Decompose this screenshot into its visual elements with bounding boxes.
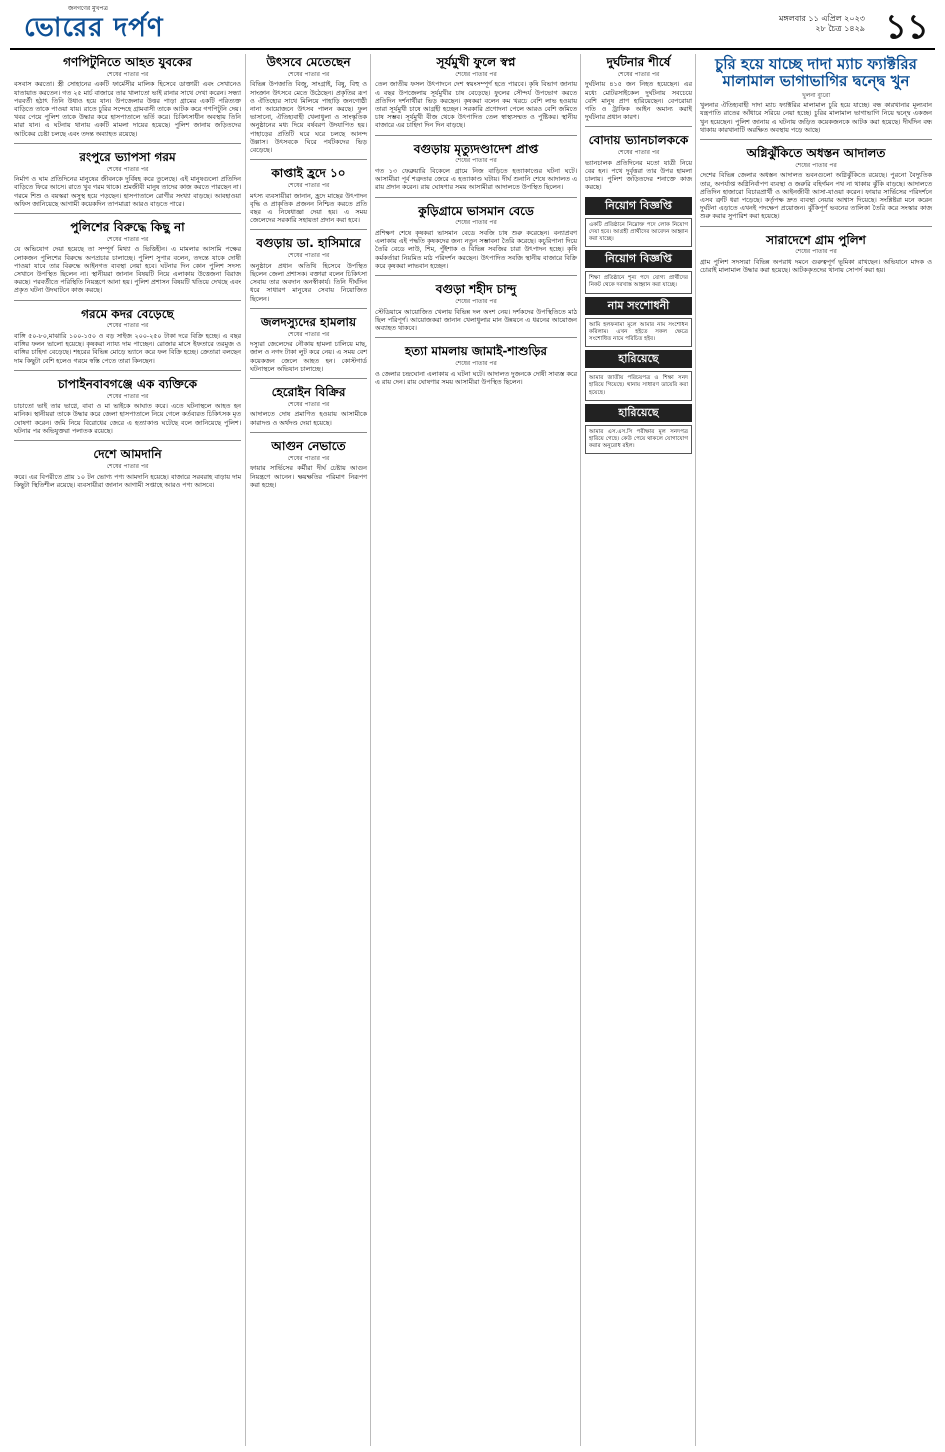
- article-body: দেশের বিভিন্ন জেলার অধস্তন আদালত ভবনগুলো অগ্নিঝুঁকিতে রয়েছে। পুরনো বৈদ্যুতিক তার, অপর্যাপ্ত অগ্নিনির্বাপণ ব্যবস্থা ও জরুরি বহির্গমন পথ না থাকায় ঝুঁকি বাড়ছে। আদালতে প্রতিদিন হাজারো বিচারপ্রার্থী ও আইনজীবী আসা-যাওয়া করেন। ফায়ার সার্ভিসের পরিদর্শনে এসব ত্রুটি ধরা পড়েছে। কর্তৃপক্ষ দ্রুত ব্যবস্থা নেয়ার আশ্বাস দিয়েছে। সংশ্লিষ্টরা মনে করেন দুর্ঘটনা এড়াতে এখনই পদক্ষেপ প্রয়োজন। ঝুঁকিপূর্ণ ভবনের তালিকা তৈরি করে সংস্কার কাজ শুরু করার সুপারিশ করা হয়েছে।: [700, 171, 932, 221]
- article-headline: দুর্ঘটনার শীর্ষে: [606, 55, 671, 69]
- article: [14, 306, 241, 365]
- article: [14, 149, 241, 208]
- ad-heading: নিয়োগ বিজ্ঞপ্তি: [585, 250, 692, 268]
- article-headline: কাপ্তাই হ্রদে ১০: [271, 166, 346, 181]
- article-divider: [375, 135, 577, 136]
- ad-body: আমার এস.এস.সি পরীক্ষার মূল সনদপত্র হারিয়ে গেছে। কেউ পেয়ে থাকলে যোগাযোগ করার অনুরোধ রইল।: [585, 425, 692, 454]
- article-divider: [14, 300, 241, 301]
- article-divider: [14, 370, 241, 371]
- article-body: বসবাস করতো। স্ত্রী সোহানের একটি ফার্মেসীর মালিক হিসেবে ডাক্তারী এবং সেখানেও যাতায়াত করতেন। গত ২৫ মার্চ বাজারে তার খালাতো ভাই রানার সাথে দেখা করেন। সন্ধ্যা পরবর্তী হঠাৎ তিনি উধাও হয়ে যান। উপজেলার উত্তর পাড়া গ্রামের একটি পরিত্যক্ত বাড়িতে তাকে পাওয়া যায়। রাতে চুরির সন্দেহে গ্রামবাসী তাকে আটক করে গণপিটুনি দেয়। খবর পেয়ে পুলিশ তাকে উদ্ধার করে হাসপাতালে ভর্তি করে। চিকিৎসাধীন অবস্থায় তিনি মারা যান। এ ঘটনায় থানায় একটি মামলা দায়ের হয়েছে। পুলিশ জানায় জড়িতদের আটকের চেষ্টা চলছে এবং তদন্ত অব্যাহত রয়েছে।: [14, 80, 241, 138]
- ad-heading: হারিয়েছে: [585, 350, 692, 368]
- article-body: বাঙ্গি ৫০-৮০,মাঝারি ১০০-১৫০ ও বড় সাইজ ২০০-২৫০ টাকা দরে বিক্রি হচ্ছে। এ বছর বাঙ্গির ফলন ভালো হয়েছে। কৃষকরা ন্যায্য দাম পাচ্ছেন। রোজার মাসে ইফতারে তরমুজ ও বাঙ্গির চাহিদা বেড়েছে। শহরের বিভিন্ন মোড়ে ভ্যানে করে ফল বিক্রি হচ্ছে। ক্রেতারা বলছেন দাম কিছুটা বেশি হলেও গরমে স্বস্তি পেতে তারা কিনছেন।: [14, 332, 241, 365]
- article-headline: হেরোইন বিক্রির: [271, 385, 346, 399]
- article-divider: [700, 226, 932, 227]
- article-headline: সারাদেশে গ্রাম পুলিশ: [766, 232, 866, 247]
- article: [250, 165, 367, 224]
- article-headline: চাপাইনবাবগঞ্জে এক ব্যক্তিকে: [57, 376, 198, 391]
- article-divider: [375, 337, 577, 338]
- continued-label: শেষের পাতার পর: [617, 70, 660, 78]
- article-headline: রংপুরে ভ্যাপসা গরম: [79, 149, 176, 164]
- article: [14, 219, 241, 295]
- article-body: ভ্যানচালক প্রতিদিনের মতো যাত্রী নিয়ে বের হন। পথে দুর্বৃত্তরা তার উপর হামলা চালায়। পুলিশ জড়িতদের শনাক্তে কাজ করছে।: [585, 158, 692, 192]
- article-body: আদালতে দোষ প্রমাণিত হওয়ায় আসামীকে কারাদণ্ড ও অর্থদণ্ড দেয়া হয়েছে।: [250, 410, 367, 427]
- article-body: স্টেডিয়ামে আয়োজিত খেলায় বিভিন্ন দল অংশ নেয়। দর্শকদের উপস্থিতিতে মাঠ ছিল পরিপূর্ণ। আয়োজকরা জানান খেলাধুলার মান উন্নয়নে এ ধরনের আয়োজন অব্যাহত থাকবে।: [375, 307, 577, 332]
- article-divider: [250, 308, 367, 309]
- article-headline: গণপিটুনিতে আহত যুবকের: [63, 55, 192, 69]
- article: [375, 54, 577, 130]
- continued-label: শেষের পাতার পর: [287, 454, 330, 462]
- article-body: করে। এর বিপরীতে প্রায় ১০ টন ভোগ্য পণ্য আমদানি হয়েছে। বাজারে সরবরাহ বাড়ায় দাম কিছুটা স্থিতিশীল রয়েছে। ব্যবসায়ীরা জানান আগামী সপ্তাহে আরও পণ্য আসবে।: [14, 472, 241, 489]
- article-divider: [250, 432, 367, 433]
- article-headline: বগুড়ায় মৃত্যুদণ্ডাদেশ প্রাপ্ত: [413, 141, 539, 156]
- article-body: প্রশিক্ষণ শেষে কৃষকরা ভাসমান বেডে সবজি চাষ শুরু করেছেন। বন্যাপ্রবণ এলাকায় এই পদ্ধতি কৃষকদের জন্য নতুন সম্ভাবনা তৈরি করেছে। কচুরিপানা দিয়ে তৈরি বেডে লাউ, শিম, পুঁইশাক ও বিভিন্ন সবজির চারা উৎপাদন হচ্ছে। কৃষি কর্মকর্তারা নিয়মিত মাঠ পরিদর্শন করছেন। উৎপাদিত সবজি স্থানীয় বাজারে বিক্রি করে কৃষকরা লাভবান হচ্ছেন।: [375, 229, 577, 270]
- continued-label: শেষের পাতার পর: [106, 165, 149, 173]
- article-body: বিভিন্ন উপজাতি বিজু, সাংগ্রাই, বিষু, বিহু ও সাংক্রান উৎসবে মেতে উঠেছেন। প্রকৃতির রূপ ও ঐতিহ্যের সাথে মিলিয়ে পাহাড়ি জনগোষ্ঠী নানা আয়োজনে উৎসব পালন করছে। ফুল ভাসানো, ঐতিহ্যবাহী খেলাধুলা ও সাংস্কৃতিক অনুষ্ঠানের মধ্য দিয়ে বর্ষবরণ উদযাপিত হয়। পাহাড়ের প্রতিটি ঘরে ঘরে চলছে আনন্দ উল্লাস। উৎসবকে ঘিরে পর্যটকদের ভিড় বেড়েছে।: [250, 80, 367, 154]
- classified-ads: [581, 197, 696, 455]
- article-headline: পুলিশের বিরুদ্ধে কিছু না: [70, 220, 185, 234]
- article-body: নির্মাণ ও ঘাম প্রতিদিনের মানুষের জীবনকে দুর্বিষহ করে তুলেছে। এই মানুষগুলো প্রতিদিন বাড়িতে ফিরে আসে। রাতে খুব গরম থাকে। শ্রমজীবী মানুষ তাদের কাজ করতে পারছেন না। গরমে শিশু ও বয়স্করা অসুস্থ হয়ে পড়ছেন। হাসপাতালে রোগীর সংখ্যা বাড়ছে। আবহাওয়া অফিস জানিয়েছে আগামী কয়েকদিন তাপমাত্রা আরও বাড়তে পারে।: [14, 175, 241, 208]
- article-body: যে অভিযোগ দেয়া হয়েছে তা সম্পূর্ণ মিথ্যা ও ভিত্তিহীন। এ মামলার আসামি পক্ষের লোকজন পুলিশের বিরুদ্ধে অপপ্রচার চালাচ্ছে। পুলিশ সুপার বলেন, তদন্তে যাকে দোষী পাওয়া যাবে তার বিরুদ্ধে আইনগত ব্যবস্থা নেয়া হবে। ঘটনার দিন কোন পুলিশ সদস্য সেখানে উপস্থিত ছিলেন না। স্থানীয়রা জানান বিষয়টি নিয়ে এলাকায় উত্তেজনা বিরাজ করছে। পরবর্তীতে পরিস্থিতি নিয়ন্ত্রণে আনা হয়। পুলিশ প্রশাসন বিষয়টি খতিয়ে দেখছে এবং প্রকৃত ঘটনা উদঘাটনে কাজ করছে।: [14, 245, 241, 295]
- continued-label: শেষের পাতার পর: [455, 157, 497, 165]
- continued-label: শেষের পাতার পর: [106, 70, 149, 78]
- article-body: ফায়ার সার্ভিসের কর্মীরা দীর্ঘ চেষ্টায় আগুন নিয়ন্ত্রণে আনেন। ক্ষয়ক্ষতির পরিমাণ নিরূপণ করা হচ্ছে।: [250, 464, 367, 489]
- article-headline: দেশে আমদানি: [93, 447, 162, 462]
- article-divider: [250, 378, 367, 379]
- article: [250, 438, 367, 489]
- article-divider: [14, 143, 241, 144]
- column-5: [695, 54, 936, 1446]
- ad-body: শিক্ষা প্রতিষ্ঠানে শূন্য পদে যোগ্য প্রার্থীদের নিকট থেকে দরখাস্ত আহ্বান করা যাচ্ছে।: [585, 271, 692, 293]
- continued-label: শেষের পাতার পর: [287, 181, 330, 189]
- article-headline: অগ্নিঝুঁকিতে অধস্তন আদালত: [746, 145, 886, 160]
- article-headline: আগুন নেভাতে: [271, 438, 346, 453]
- continued-label: শেষের পাতার পর: [795, 161, 837, 169]
- continued-label: শেষের পাতার পর: [617, 149, 660, 157]
- article-body: দুর্ঘটনায় ৪১৫ জন নিহত হয়েছেন। এর মধ্যে মোটরসাইকেল দুর্ঘটনায় সবচেয়ে বেশি মানুষ প্রাণ হারিয়েছেন। বেপরোয়া গতি ও ট্রাফিক আইন অমান্য করাই দুর্ঘটনার প্রধান কারণ।: [585, 80, 692, 122]
- continued-label: শেষের পাতার পর: [106, 322, 149, 330]
- article: [375, 203, 577, 270]
- article: [700, 54, 932, 134]
- article-headline: হত্যা মামলায় জামাই-শাশুড়ির: [404, 344, 547, 359]
- article: [250, 235, 367, 302]
- ad-body: একটি প্রতিষ্ঠানে নিম্নোক্ত পদে লোক নিয়োগ দেয়া হবে। আগ্রহী প্রার্থীদের আবেদন আহ্বান করা যাচ্ছে।: [585, 218, 692, 247]
- article: [14, 54, 241, 138]
- article: [250, 314, 367, 373]
- article-headline: কুড়িগ্রামে ভাসমান বেডে: [418, 203, 534, 218]
- ad-body: আমি হলফনামা মূলে আমার নাম সংশোধন করিলাম। এখন হইতে সকল ক্ষেত্রে সংশোধিত নামে পরিচিত হইব।: [585, 318, 692, 347]
- column-3: [370, 54, 581, 1446]
- column-2: [245, 54, 371, 1446]
- continued-label: শেষের পাতার পর: [287, 330, 330, 338]
- article-headline: জলদস্যুদের হামলায়: [260, 314, 357, 329]
- article-divider: [14, 440, 241, 441]
- article: [14, 376, 241, 435]
- article: [585, 132, 692, 191]
- continued-label: শেষের পাতার পর: [106, 235, 149, 243]
- article-divider: [375, 197, 577, 198]
- article-headline: বগুড়া শহীদ চান্দু: [435, 282, 517, 297]
- article: [700, 145, 932, 221]
- article: [250, 384, 367, 427]
- date-bengali: ২৮ চৈত্র ১৪২৯: [815, 24, 865, 34]
- continued-label: শেষের পাতার পর: [455, 219, 497, 227]
- continued-label: খুলনা ব্যুরো: [801, 91, 831, 99]
- article-divider: [250, 159, 367, 160]
- tagline: জনগণের মুখপত্র: [68, 5, 108, 12]
- masthead: [10, 4, 935, 50]
- continued-label: শেষের পাতার পর: [455, 359, 497, 367]
- article-body: গত ১৩ ফেব্রুয়ারি বিকেলে গ্রামে নিজ বাড়িতে হত্যাকাণ্ডের ঘটনা ঘটে। আসামীরা পূর্ব শত্রুতার জেরে এ হত্যাকাণ্ড ঘটায়। দীর্ঘ শুনানি শেষে আদালত এ রায় প্রদান করেন। রায় ঘোষণার সময় আসামীরা আদালতে উপস্থিত ছিলেন।: [375, 167, 577, 192]
- article-body: গ্রাম পুলিশ সদস্যরা বিভিন্ন অপরাধ দমনে গুরুত্বপূর্ণ ভূমিকা রাখছেন। অভিযানে মাদক ও চোরাই মালামাল উদ্ধার করা হয়েছে। আটককৃতদের থানায় সোপর্দ করা হয়।: [700, 257, 932, 275]
- ad-heading: নাম সংশোধনী: [585, 297, 692, 315]
- article-headline: গরমে কদর বেড়েছে: [81, 306, 174, 321]
- article: [375, 141, 577, 192]
- continued-label: শেষের পাতার পর: [106, 392, 149, 400]
- article: [700, 232, 932, 275]
- article-body: তেল জাতীয় ফসল উৎপাদনে দেশ স্বয়ংসম্পূর্ণ হতে পারবে। কৃষি বিভাগ জানায় এ বছর উপজেলায় সূর্যমুখীর চাষ বেড়েছে। ফুলের সৌন্দর্য উপভোগ করতে প্রতিদিন দর্শনার্থীরা ভিড় করছেন। কৃষকরা বলেন কম খরচে বেশি লাভ হওয়ায় তারা সূর্যমুখী চাষে আগ্রহী হচ্ছেন। সরকারি প্রণোদনা পেলে আরও বেশি জমিতে চাষ সম্ভব। সূর্যমুখী বীজ থেকে উৎপাদিত তেল স্বাস্থ্যসম্মত ও পুষ্টিকর। স্থানীয় বাজারে এর চাহিদা দিন দিন বাড়ছে।: [375, 80, 577, 130]
- continued-label: শেষের পাতার পর: [287, 252, 330, 260]
- page-number: ১১: [884, 7, 929, 47]
- article-divider: [585, 126, 692, 127]
- article-divider: [375, 275, 577, 276]
- article-divider: [700, 139, 932, 140]
- article: [250, 54, 367, 154]
- article-headline: সূর্যমুখী ফুলে স্বপ্ন: [436, 55, 516, 69]
- article-headline: উৎসবে মেতেছেন: [266, 55, 351, 69]
- newspaper-logo: ভোরের দর্পণ: [24, 13, 164, 43]
- article-body: দস্যুরা জেলেদের নৌকায় হামলা চালিয়ে মাছ, জাল ও নগদ টাকা লুট করে নেয়। এ সময় বেশ কয়েকজন জেলে আহত হন। কোস্টগার্ড ঘটনাস্থলে অভিযান চালাচ্ছে।: [250, 340, 367, 373]
- article: [375, 281, 577, 332]
- article-body: অনুষ্ঠানে প্রধান অতিথি হিসেবে উপস্থিত ছিলেন জেলা প্রশাসক। বক্তারা বলেন চিকিৎসা সেবায় তার অবদান অনস্বীকার্য। তিনি দীর্ঘদিন ধরে সাধারণ মানুষের সেবায় নিয়োজিত ছিলেন।: [250, 261, 367, 303]
- column-1: [10, 54, 245, 1446]
- continued-label: শেষের পাতার পর: [287, 400, 330, 408]
- continued-label: শেষের পাতার পর: [455, 297, 497, 305]
- ad-body: আমার জাতীয় পরিচয়পত্র ও শিক্ষা সনদ হারিয়ে গিয়েছে। থানায় সাধারণ ডায়েরি করা হয়েছে।: [585, 371, 692, 400]
- article-headline: বোদায় ভ্যানচালককে: [588, 133, 689, 148]
- article-body: চাচাতো ভাই তার ভাগ্নে, বাবা ও মা ভাইকে আঘাত করে। এতে ঘটনাস্থলে আহত হন মানিক। স্থানীয়রা তাকে উদ্ধার করে জেলা হাসপাতালে নিয়ে গেলে কর্তব্যরত চিকিৎসক মৃত ঘোষণা করেন। জমি নিয়ে বিরোধের জেরে এ হত্যাকাণ্ড ঘটেছে বলে জানিয়েছে পুলিশ। ঘটনার পর অভিযুক্তরা পলাতক রয়েছে।: [14, 402, 241, 435]
- article-body: ও জেলার চন্দ্রঘোনা এলাকায় এ ঘটনা ঘটে। আদালত দুজনকে দোষী সাব্যস্ত করে এ রায় দেন। রায় ঘোষণার সময় আসামীরা উপস্থিত ছিলেন।: [375, 369, 577, 386]
- article-body: খুলনার ঐতিহ্যবাহী দাদা ম্যাচ ফ্যাক্টরির মালামাল চুরি হয়ে যাচ্ছে। বন্ধ কারখানার মূল্যবান যন্ত্রপাতি রাতের আঁধারে সরিয়ে নেয়া হচ্ছে। চুরির মালামাল ভাগাভাগি নিয়ে দ্বন্দ্বে একজন খুন হয়েছেন। পুলিশ জানায় এ ঘটনায় জড়িত কয়েকজনকে আটক করা হয়েছে। দীর্ঘদিন বন্ধ থাকায় কারখানাটি অরক্ষিত অবস্থায় পড়ে আছে।: [700, 101, 932, 134]
- article-divider: [250, 229, 367, 230]
- date-block: [779, 14, 865, 34]
- article-divider: [14, 213, 241, 214]
- article: [14, 446, 241, 489]
- continued-label: শেষের পাতার পর: [106, 462, 149, 470]
- article: [375, 343, 577, 386]
- continued-label: শেষের পাতার পর: [795, 248, 837, 256]
- column-4-articles: [581, 54, 696, 192]
- date-gregorian: মঙ্গলবার ১১ এপ্রিল ২০২৩: [778, 14, 865, 23]
- ad-heading: নিয়োগ বিজ্ঞপ্তি: [585, 197, 692, 215]
- continued-label: শেষের পাতার পর: [455, 70, 497, 78]
- ad-heading: হারিয়েছে: [585, 404, 692, 422]
- article: [585, 54, 692, 121]
- continued-label: শেষের পাতার পর: [287, 70, 330, 78]
- article-headline: চুরি হয়ে যাচ্ছে দাদা ম্যাচ ফ্যাক্টরির মালামাল ভাগাভাগির দ্বন্দ্বে খুন: [715, 55, 917, 91]
- column-4: [580, 54, 696, 1446]
- article-body: মৎস্য ব্যবসায়ীরা জানান, হ্রদে মাছের উৎপাদন বৃদ্ধি ও প্রাকৃতিক প্রজনন নিশ্চিত করতে প্রতি বছর এ নিষেধাজ্ঞা দেয়া হয়। এ সময় জেলেদের সরকারি সহায়তা প্রদান করা হবে।: [250, 191, 367, 225]
- article-headline: বগুড়ায় ডা. হাসিমারে: [256, 236, 361, 251]
